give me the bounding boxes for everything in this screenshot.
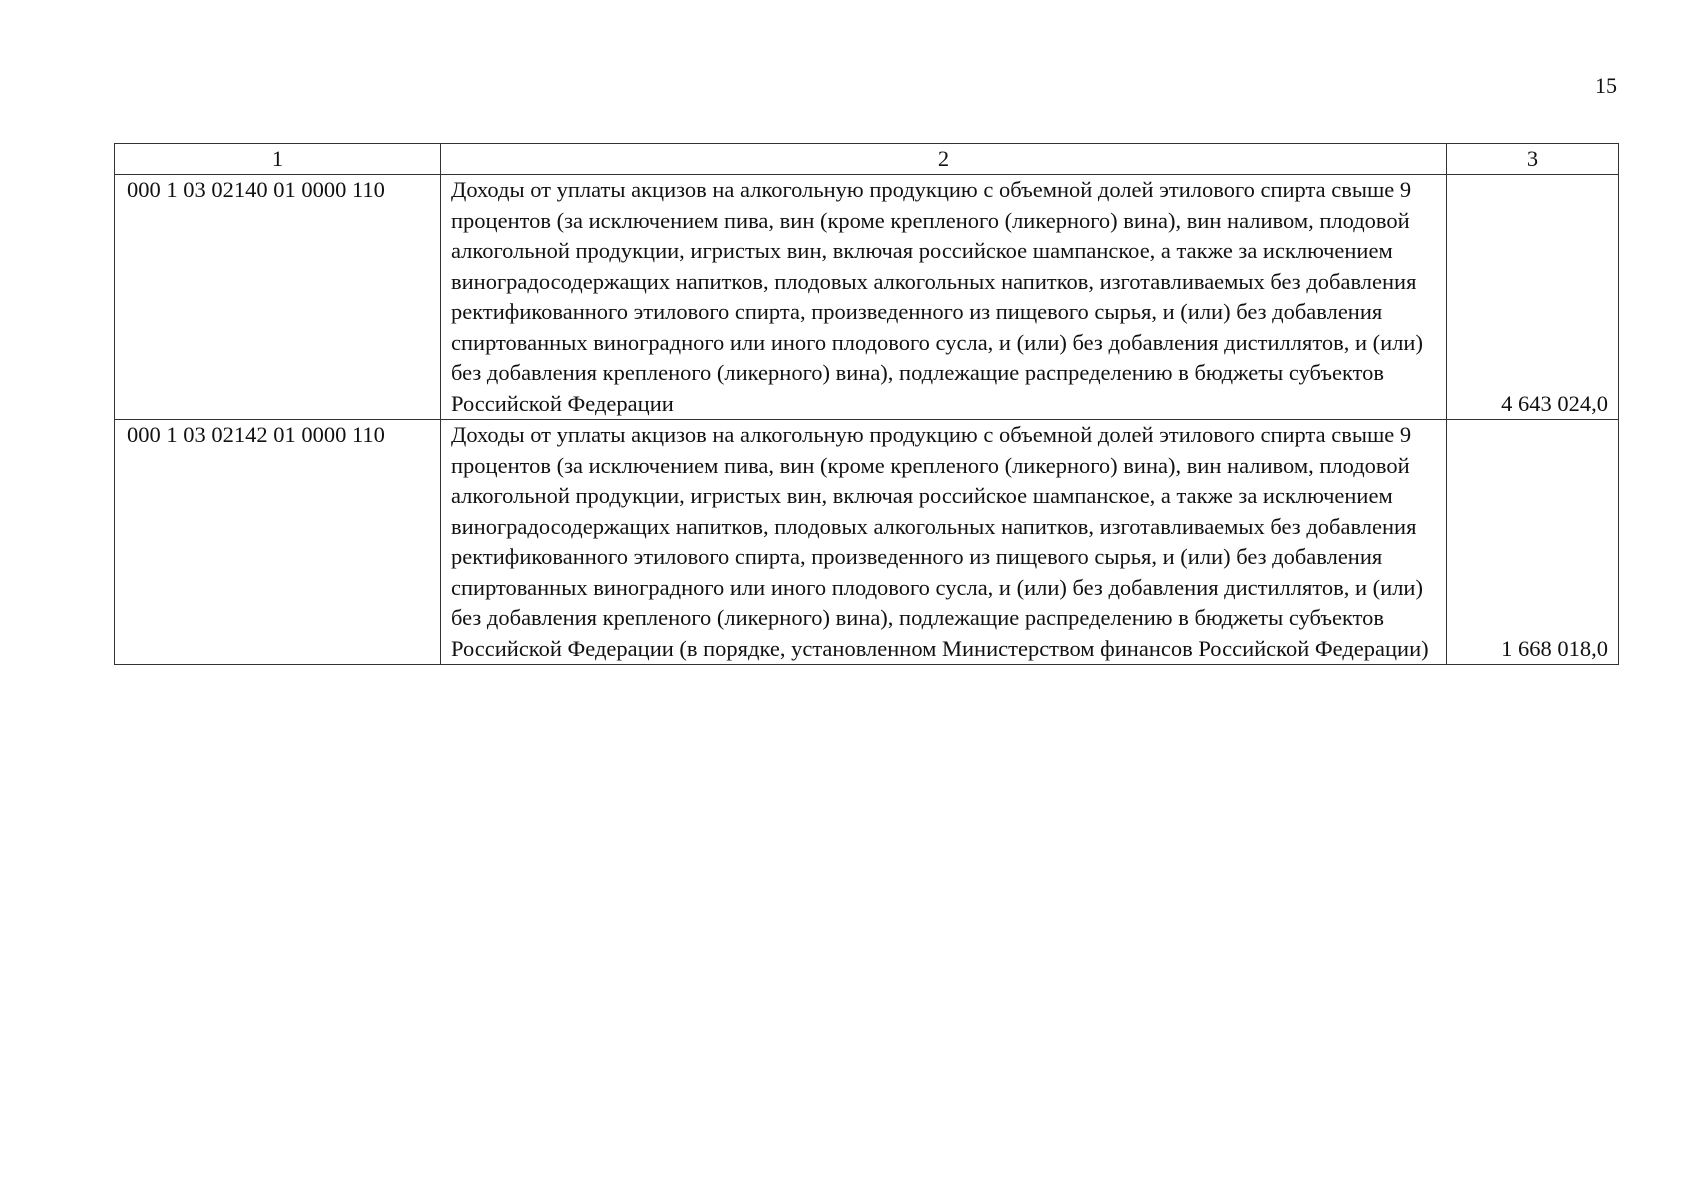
revenue-table (114, 143, 1619, 665)
revenue-description-cell: Доходы от уплаты акцизов на алкогольную продукцию с объемной долей этилового спирта свыше 9 процентов (за исключением пива, вин (кроме крепленого (ликерного) вина), вин наливом, плодовой алкогольной продукции, игристых вин, включая российское шампанское, а также за исключением виноградосодержащих напитков, плодовых алкогольных напитков, изготавливаемых без добавления ректификованного этилового спирта, произведенного из пищевого сырья, и (или) без добавления спиртованных виноградного или иного плодового сусла, и (или) без добавления дистиллятов, и (или) без добавления крепленого (ликерного) вина), подлежащие распределению в бюджеты субъектов Российской Федерации (в порядке, установленном Министерством финансов Российской Федерации) (441, 420, 1447, 665)
revenue-description-cell: Доходы от уплаты акцизов на алкогольную продукцию с объемной долей этилового спирта свыше 9 процентов (за исключением пива, вин (кроме крепленого (ликерного) вина), вин наливом, плодовой алкогольной продукции, игристых вин, включая российское шампанское, а также за исключением виноградосодержащих напитков, плодовых алкогольных напитков, изготавливаемых без добавления ректификованного этилового спирта, произведенного из пищевого сырья, и (или) без добавления спиртованных виноградного или иного плодового сусла, и (или) без добавления дистиллятов, и (или) без добавления крепленого (ликерного) вина), подлежащие распределению в бюджеты субъектов Российской Федерации (441, 175, 1447, 420)
table-header-row (115, 144, 1619, 175)
column-header-amount: 3 (1447, 144, 1619, 175)
table-row (115, 420, 1619, 665)
amount-cell: 4 643 024,0 (1447, 175, 1619, 420)
column-header-description: 2 (441, 144, 1447, 175)
column-header-code: 1 (115, 144, 441, 175)
budget-code-cell: 000 1 03 02142 01 0000 110 (115, 420, 441, 665)
page-number: 15 (1595, 73, 1617, 98)
amount-cell: 1 668 018,0 (1447, 420, 1619, 665)
table-row (115, 175, 1619, 420)
budget-code-cell: 000 1 03 02140 01 0000 110 (115, 175, 441, 420)
